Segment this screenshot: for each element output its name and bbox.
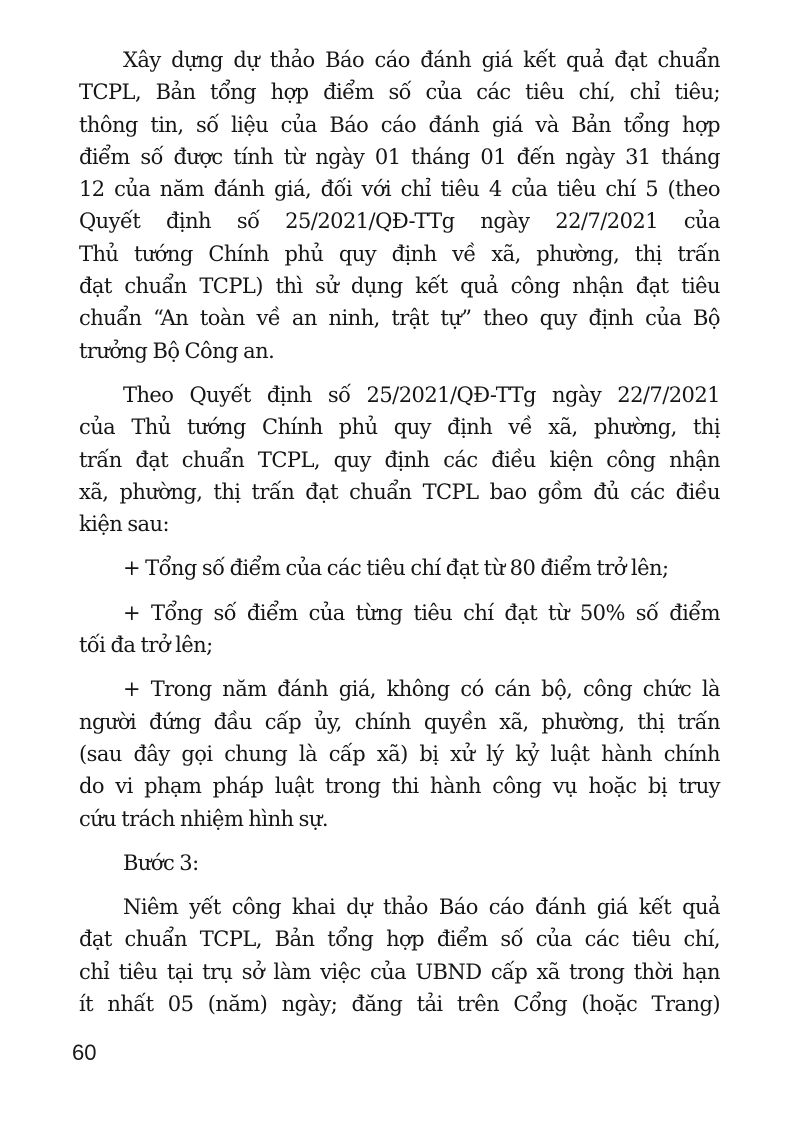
paragraph-spacer [79, 661, 720, 673]
text-line: chỉ tiêu tại trụ sở làm việc của UBND cấp xã trong thời hạn [79, 959, 720, 984]
text-line: trấn đạt chuẩn TCPL, quy định các điều kiện công nhận [79, 447, 720, 472]
text-line: trưởng Bộ Công an. [79, 338, 275, 363]
text-line: Xây dựng dự thảo Báo cáo đánh giá kết quả đạt chuẩn [123, 48, 720, 72]
list-item-condition-2 [79, 597, 720, 662]
text-line: xã, phường, thị trấn đạt chuẩn TCPL bao gồm đủ các điều [79, 479, 720, 504]
text-line: TCPL, Bản tổng hợp điểm số của các tiêu chí, chỉ tiêu; [79, 80, 720, 105]
document-page [79, 44, 720, 1020]
paragraph-spacer [79, 367, 720, 379]
text-line: tối đa trở lên; [79, 633, 213, 658]
text-line: cứu trách nhiệm hình sự. [79, 806, 328, 831]
text-line: người đứng đầu cấp ủy, chính quyền xã, phường, thị trấn [79, 709, 720, 734]
text-line: đạt chuẩn TCPL, Bản tổng hợp điểm số của các tiêu chí, [79, 927, 720, 952]
paragraph-spacer [79, 585, 720, 597]
heading-text: Bước 3: [123, 850, 199, 875]
text-line: chuẩn “An toàn về an ninh, trật tự” theo quy định của Bộ [79, 306, 720, 331]
text-line: Niêm yết công khai dự thảo Báo cáo đánh giá kết quả [123, 895, 720, 920]
text-line: (sau đây gọi chung là cấp xã) bị xử lý kỷ luật hành chính [79, 741, 720, 766]
text-line: đạt chuẩn TCPL) thì sử dụng kết quả công nhận đạt tiêu [79, 274, 720, 299]
text-line: Quyết định số 25/2021/QĐ-TTg ngày 22/7/2021 của [79, 209, 720, 234]
paragraph-spacer [79, 835, 720, 847]
paragraph-decision [79, 379, 720, 540]
text-line: + Tổng số điểm của các tiêu chí đạt từ 80 điểm trở lên; [123, 556, 669, 581]
paragraph-intro [79, 44, 720, 367]
paragraph-spacer [79, 540, 720, 552]
text-line: điểm số được tính từ ngày 01 tháng 01 đến ngày 31 tháng [79, 144, 720, 169]
text-line: do vi phạm pháp luật trong thi hành công vụ hoặc bị truy [79, 774, 720, 799]
text-line: ít nhất 05 (năm) ngày; đăng tải trên Cổng (hoặc Trang) [79, 992, 720, 1017]
list-item-condition-1 [79, 552, 720, 584]
paragraph-step-3 [79, 891, 720, 1020]
text-line: + Tổng số điểm của từng tiêu chí đạt từ 50% số điểm [123, 600, 720, 625]
text-line: Theo Quyết định số 25/2021/QĐ-TTg ngày 22/7/2021 [123, 382, 720, 407]
text-line: Thủ tướng Chính phủ quy định về xã, phường, thị trấn [79, 241, 720, 266]
step-heading [79, 847, 720, 879]
paragraph-spacer [79, 879, 720, 891]
text-line: thông tin, số liệu của Báo cáo đánh giá và Bản tổng hợp [79, 112, 720, 137]
page-number: 60 [72, 1040, 97, 1065]
list-item-condition-3 [79, 673, 720, 834]
text-line: của Thủ tướng Chính phủ quy định về xã, phường, thị [79, 415, 720, 440]
text-line: + Trong năm đánh giá, không có cán bộ, công chức là [123, 677, 720, 702]
text-line: 12 của năm đánh giá, đối với chỉ tiêu 4 của tiêu chí 5 (theo [79, 177, 720, 202]
text-line: kiện sau: [79, 512, 170, 537]
